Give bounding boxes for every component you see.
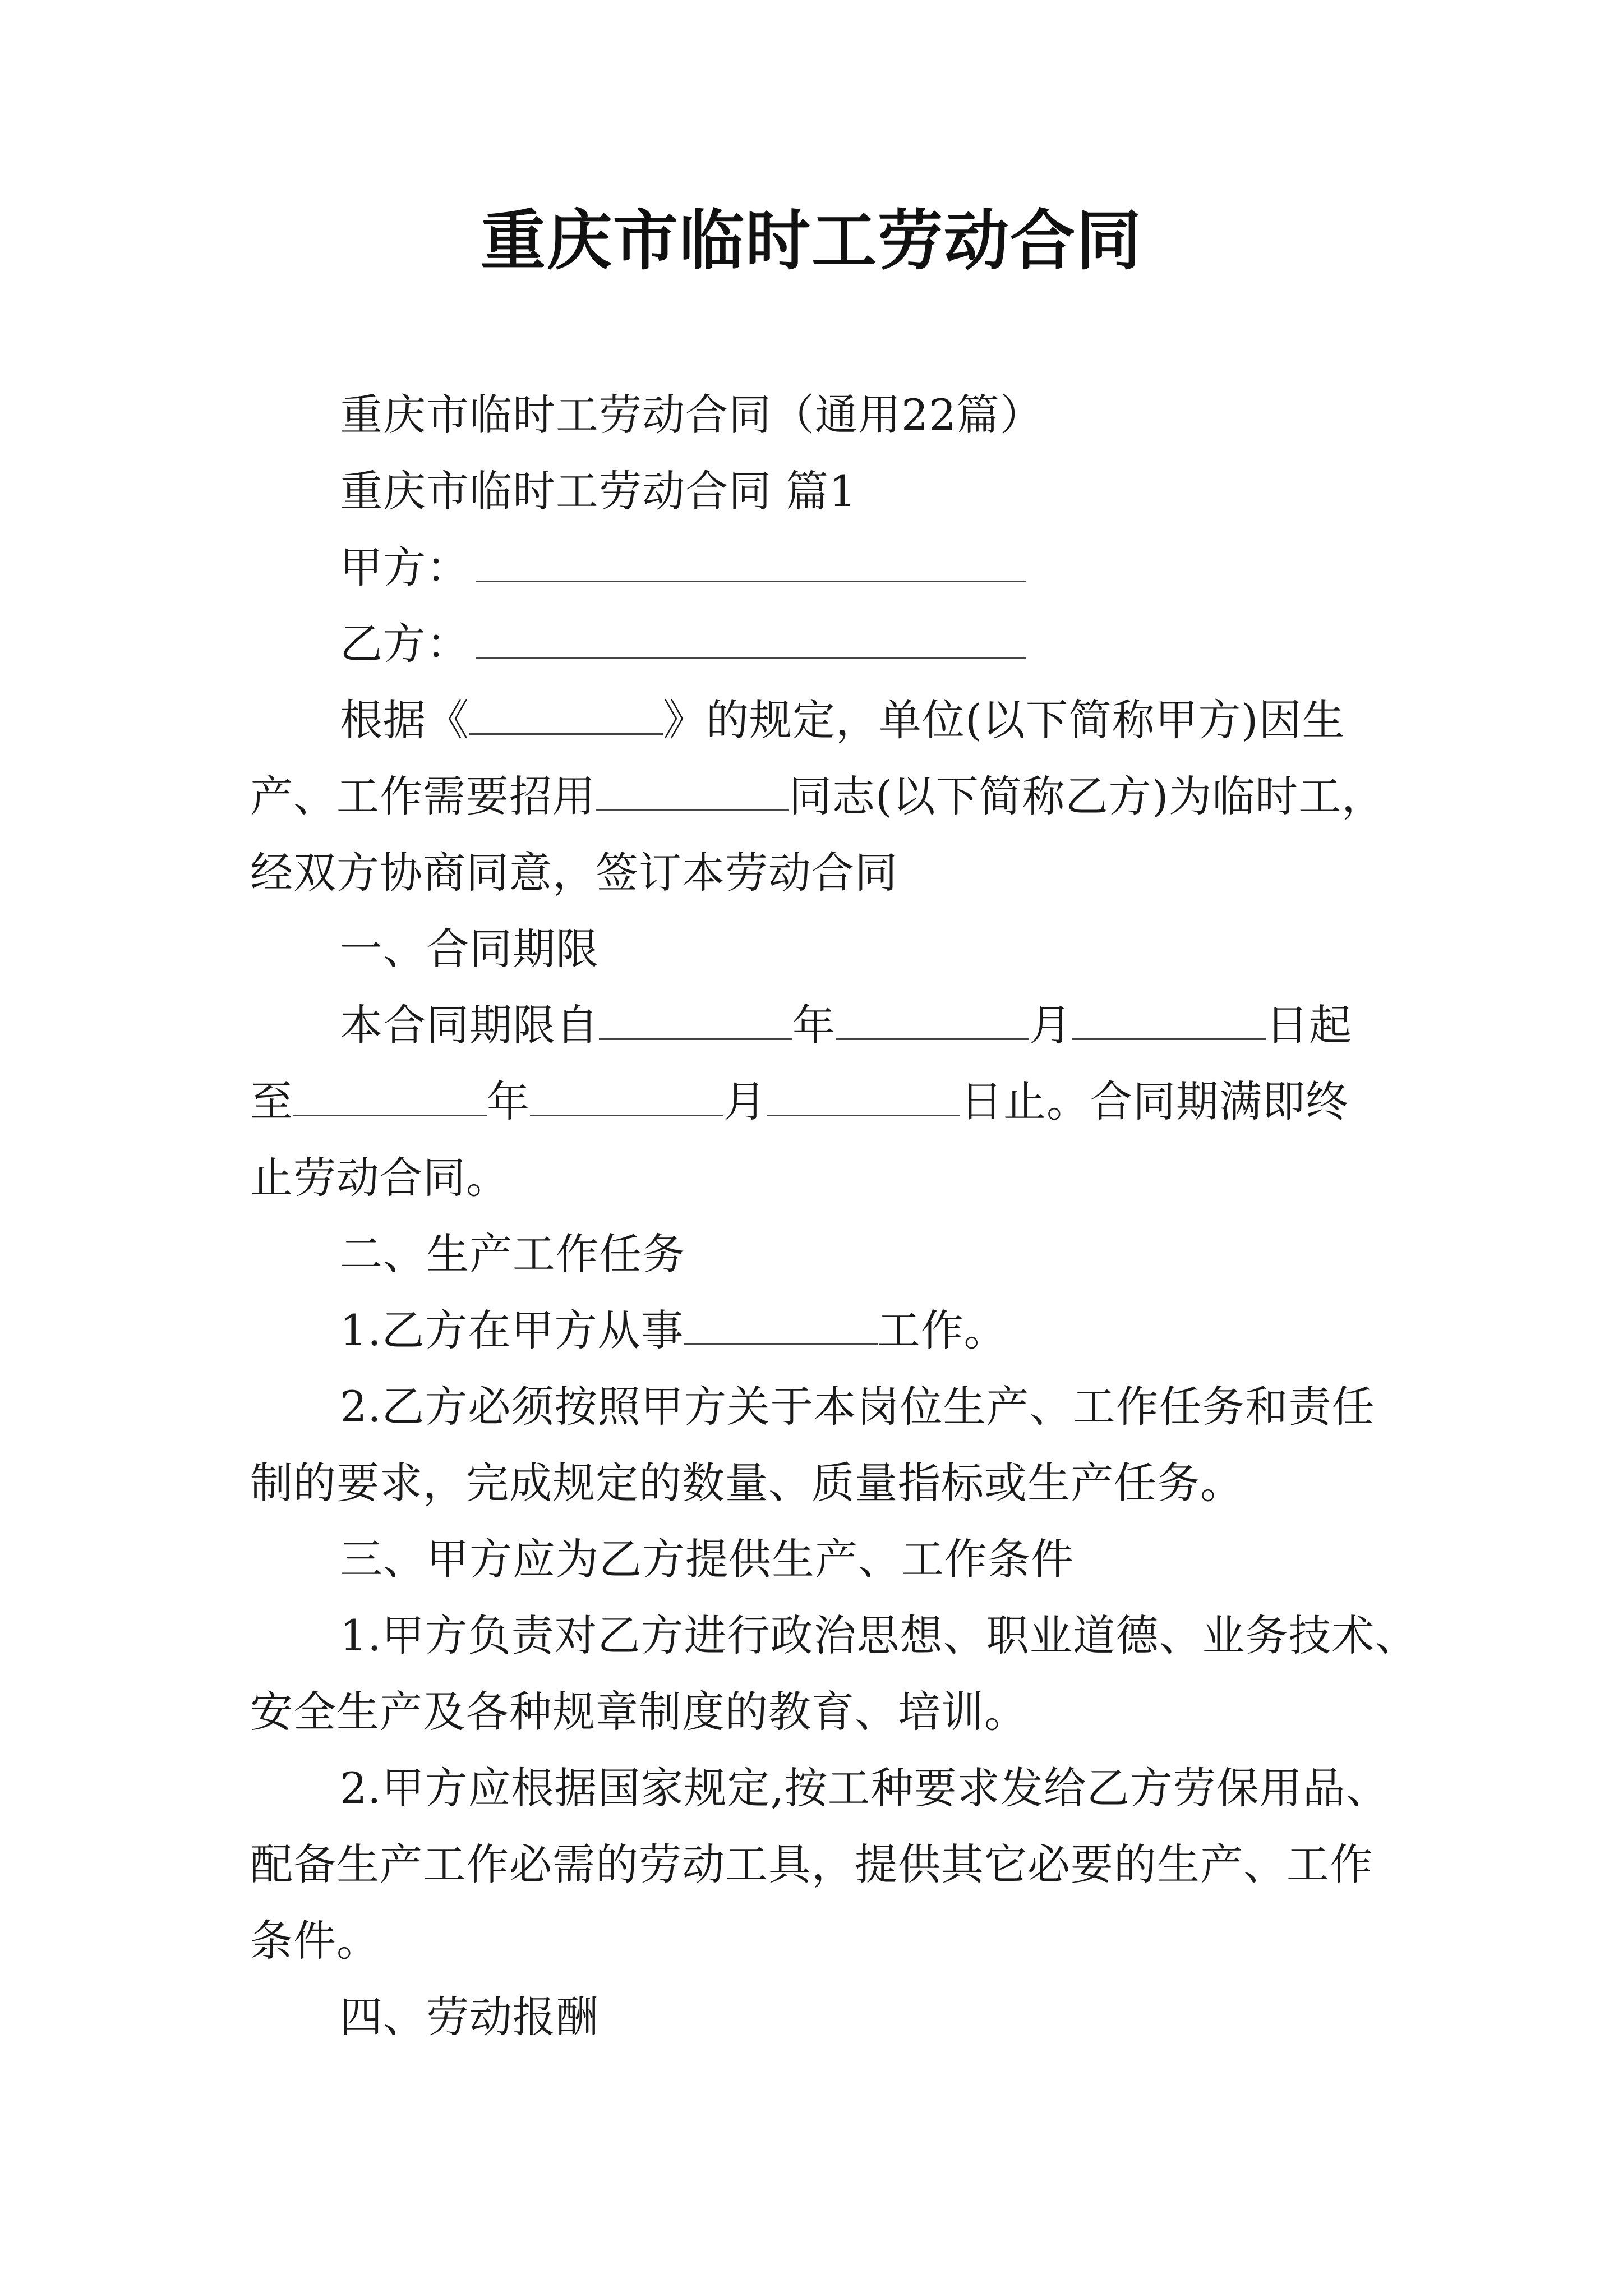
intro-text: 》的规定，单位(以下简称甲方)因生 — [663, 695, 1345, 745]
intro-text: 同志(以下简称乙方)为临时工， — [789, 771, 1385, 821]
intro-line-2 — [250, 757, 1394, 836]
task-item-1 — [250, 1291, 1484, 1370]
term-text: 年 — [792, 1000, 836, 1050]
term-line-3: 止劳动合同。 — [250, 1153, 509, 1203]
section-heading-4: 四、劳动报酬 — [340, 1992, 599, 2042]
term-text: 年 — [487, 1076, 530, 1126]
section-heading-2: 二、生产工作任务 — [340, 1229, 685, 1279]
party-a-line — [250, 528, 1484, 607]
condition-item-1-line-1: 1.甲方负责对乙方进行政治思想、职业道德、业务技术、 — [340, 1611, 1418, 1660]
party-b-line — [250, 605, 1484, 683]
condition-item-1-line-2: 安全生产及各种规章制度的教育、培训。 — [250, 1687, 1027, 1737]
intro-text: 根据《 — [340, 695, 469, 745]
party-b-label: 乙方： — [340, 619, 469, 669]
task-item-2-line-1: 2.乙方必须按照甲方关于本岗位生产、工作任务和责任 — [340, 1382, 1375, 1432]
end-month-blank — [530, 1075, 723, 1116]
term-text: 日起 — [1266, 1000, 1352, 1050]
term-line-2 — [250, 1062, 1394, 1141]
task-text: 1.乙方在甲方从事 — [340, 1305, 684, 1355]
term-text: 月 — [1029, 1000, 1072, 1050]
term-text: 本合同期限自 — [340, 1000, 599, 1050]
term-text: 至 — [250, 1076, 293, 1126]
end-year-blank — [293, 1075, 487, 1116]
law-name-blank — [469, 694, 663, 735]
party-a-blank — [476, 541, 1026, 582]
intro-text: 产、工作需要招用 — [250, 771, 596, 821]
start-year-blank — [599, 999, 792, 1040]
job-blank — [684, 1304, 878, 1345]
section-title: 重庆市临时工劳动合同 篇1 — [340, 466, 857, 516]
condition-item-2-line-3: 条件。 — [250, 1916, 380, 1966]
condition-item-2-line-2: 配备生产工作必需的劳动工具，提供其它必要的生产、工作 — [250, 1839, 1373, 1889]
party-b-blank — [476, 618, 1026, 659]
document-subtitle: 重庆市临时工劳动合同（通用22篇） — [340, 390, 1043, 440]
intro-line-3: 经双方协商同意，签订本劳动合同 — [250, 848, 898, 898]
condition-item-2-line-1: 2.甲方应根据国家规定,按工种要求发给乙方劳保用品、 — [340, 1763, 1389, 1813]
start-month-blank — [836, 999, 1029, 1040]
end-day-blank — [767, 1075, 960, 1116]
party-a-label: 甲方： — [340, 542, 469, 592]
intro-line-1 — [250, 681, 1484, 760]
term-text: 月 — [723, 1076, 767, 1126]
start-day-blank — [1072, 999, 1266, 1040]
task-item-2-line-2: 制的要求，完成规定的数量、质量指标或生产任务。 — [250, 1458, 1243, 1508]
term-line-1 — [250, 986, 1484, 1065]
worker-name-blank — [596, 770, 789, 811]
task-text: 工作。 — [877, 1305, 1007, 1355]
term-text: 日止。合同期满即终 — [960, 1076, 1349, 1126]
section-heading-1: 一、合同期限 — [340, 924, 599, 974]
document-title: 重庆市临时工劳动合同 — [481, 203, 1142, 279]
section-heading-3: 三、甲方应为乙方提供生产、工作条件 — [340, 1534, 1074, 1584]
